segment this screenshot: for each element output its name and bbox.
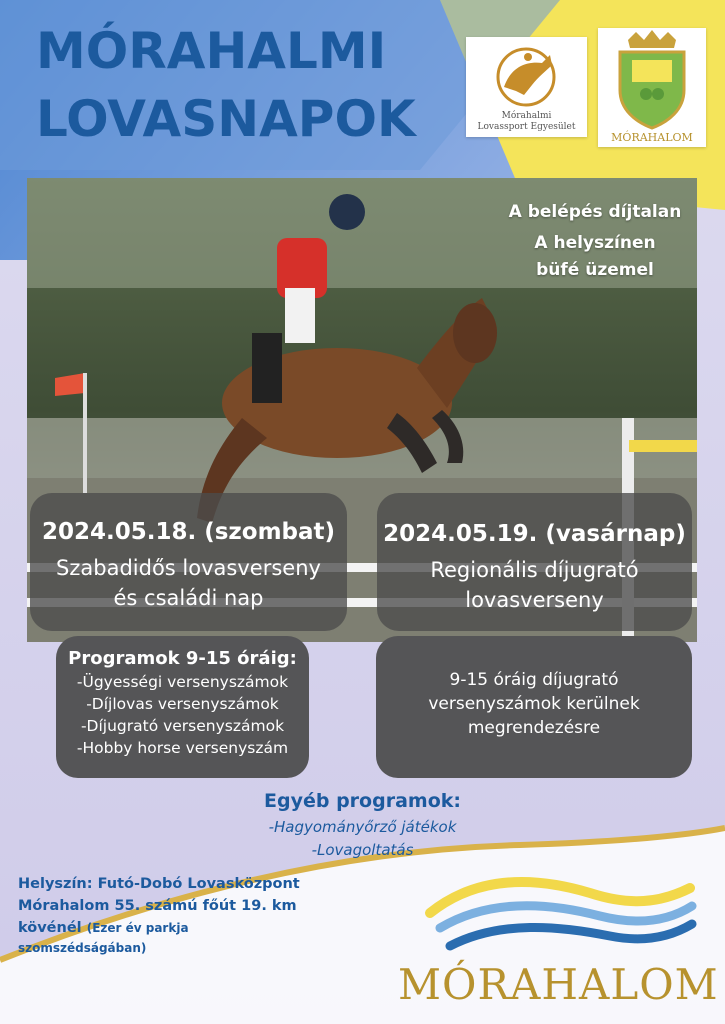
program2-line3: megrendezésre <box>467 718 601 738</box>
morahalom-brand-text: MÓRAHALOM <box>398 960 719 1009</box>
location-line3 <box>18 917 318 939</box>
day2-desc-line2: lovasverseny <box>465 588 604 612</box>
crest-icon <box>598 28 706 147</box>
buffet-notice-line1: A helyszínen <box>534 233 656 253</box>
title-line-2: LOVASNAPOK <box>36 90 416 148</box>
location-line2: Mórahalom 55. számú főút 19. km <box>18 898 297 914</box>
location-line4: szomszédságában) <box>18 941 147 955</box>
buffet-notice-line2: büfé üzemel <box>536 260 654 280</box>
program2-line2: versenyszámok kerülnek <box>428 694 640 714</box>
other-program-item: -Lovagoltatás <box>311 841 414 859</box>
day1-desc-line2: és családi nap <box>113 586 264 610</box>
program1-item: -Ügyességi versenyszámok <box>76 673 289 691</box>
other-programs-heading: Egyéb programok: <box>264 790 461 812</box>
town-crest-logo <box>598 28 706 147</box>
program1-item: -Díjlovas versenyszámok <box>86 695 279 713</box>
club-logo <box>466 37 587 137</box>
town-logo-text: MÓRAHALOM <box>611 131 693 144</box>
free-entry-notice: A belépés díjtalan <box>508 202 682 222</box>
program1-item: -Hobby horse versenyszám <box>76 739 289 757</box>
day2-desc-line1: Regionális díjugrató <box>430 558 639 582</box>
day1-desc-line1: Szabadidős lovasverseny <box>56 556 321 580</box>
program2-line1: 9-15 óráig díjugrató <box>449 670 619 690</box>
day1-box <box>30 493 347 631</box>
program1-box <box>56 636 309 778</box>
location-line3-small: (Ezer év parkja <box>86 921 189 935</box>
morahalom-wave-logo-icon <box>420 868 700 958</box>
program1-item: -Díjugrató versenyszámok <box>80 717 285 735</box>
club-name-line2: Lovassport Egyesület <box>477 122 576 132</box>
program2-box <box>376 636 692 778</box>
location-line3-main: kövénél <box>18 920 82 936</box>
day2-date: 2024.05.19. (vasárnap) <box>383 521 686 547</box>
day1-date: 2024.05.18. (szombat) <box>41 519 336 545</box>
location-block <box>18 873 318 957</box>
location-line1: Helyszín: Futó-Dobó Lovasközpont <box>18 876 300 892</box>
other-program-item: -Hagyományőrző játékok <box>268 818 457 836</box>
program1-heading: Programok 9-15 óráig: <box>68 648 297 669</box>
day2-box <box>377 493 692 631</box>
club-name-line1: Mórahalmi <box>501 111 552 121</box>
title-line-1: MÓRAHALMI <box>36 22 387 80</box>
